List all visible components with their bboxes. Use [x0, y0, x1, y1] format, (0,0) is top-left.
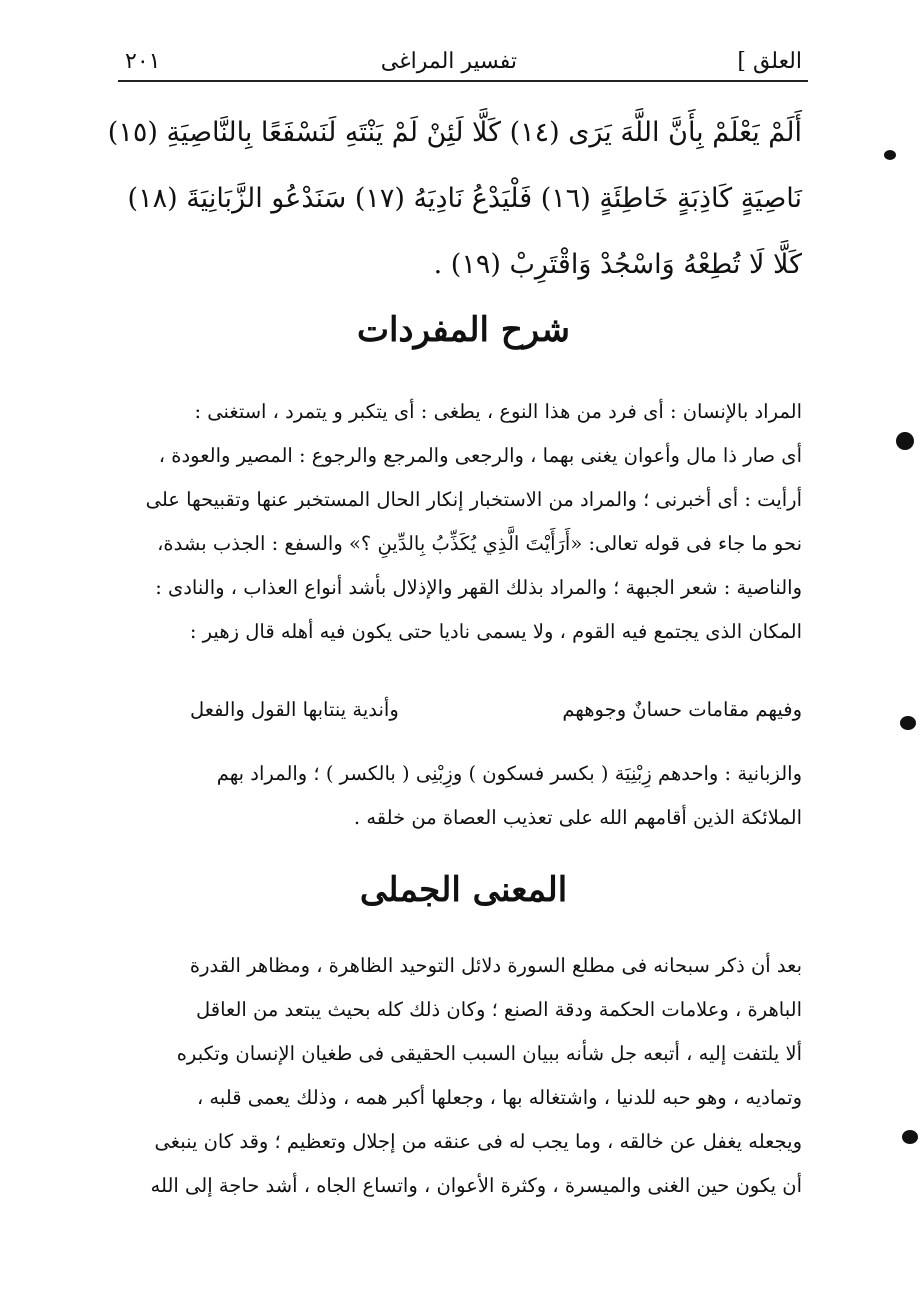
text-line: ألا يلتفت إليه ، أتبعه جل شأنه ببيان السبب الحقيقى فى طغيان الإنسان وتكبره — [176, 1042, 802, 1065]
poem-hemistich-second: وأندية ينتابها القول والفعل — [190, 698, 399, 721]
text-line: وتماديه ، وهو حبه للدنيا ، واشتغاله بها ، وجعلها أكبر همه ، وذلك يعمى قلبه ، — [196, 1086, 802, 1109]
text-line: والزبانية : واحدهم زِبْنِيَة ( بكسر فسكون ) وزِبْنِى ( بالكسر ) ؛ والمراد بهم — [216, 762, 802, 785]
poem-verse — [190, 698, 802, 721]
text-line: نحو ما جاء فى قوله تعالى: «أَرَأَيْتَ الَّذِي يُكَذِّبُ بِالدِّينِ ؟» والسفع : الجذب بشدة، — [157, 532, 802, 555]
page-number: ٢٠١ — [125, 49, 161, 74]
vocab-heading: شرح المفردات — [356, 310, 571, 350]
book-title: تفسير المراغى — [380, 49, 518, 74]
quran-verses — [107, 100, 802, 298]
verse-line: كَلَّا لَا تُطِعْهُ وَاسْجُدْ وَاقْتَرِبْ (١٩) . — [433, 249, 802, 280]
page-header — [125, 34, 802, 74]
vocab-section — [125, 390, 802, 654]
text-line: أن يكون حين الغنى والميسرة ، وكثرة الأعوان ، واتساع الجاه ، أشد حاجة إلى الله — [150, 1174, 802, 1197]
text-line: بعد أن ذكر سبحانه فى مطلع السورة دلائل التوحيد الظاهرة ، ومظاهر القدرة — [189, 954, 802, 977]
header-rule — [118, 80, 808, 82]
verse-line: أَلَمْ يَعْلَمْ بِأَنَّ اللَّهَ يَرَى (١٤) كَلَّا لَئِنْ لَمْ يَنْتَهِ لَنَسْفَعًا بِالنَّاصِيَةِ (١٥) — [107, 117, 802, 148]
text-line: الباهرة ، وعلامات الحكمة ودقة الصنع ؛ وكان ذلك كله بحيث يبتعد من العاقل — [196, 998, 802, 1021]
text-line: الملائكة الذين أقامهم الله على تعذيب العصاة من خلقه . — [353, 806, 802, 829]
surah-bracket: ] — [737, 49, 746, 74]
scan-blot — [896, 432, 914, 450]
poem-hemistich-first: وفيهم مقامات حسانٌ وجوههم — [562, 698, 802, 721]
text-line: أرأيت : أى أخبرنى ؛ والمراد من الاستخبار إنكار الحال المستخبر عنها وتقبيحها على — [145, 488, 802, 511]
verse-line: نَاصِيَةٍ كَاذِبَةٍ خَاطِئَةٍ (١٦) فَلْيَدْعُ نَادِيَهُ (١٧) سَنَدْعُو الزَّبَانِيَةَ (١٨) — [127, 183, 802, 214]
meaning-heading: المعنى الجملى — [359, 870, 568, 910]
meaning-section — [125, 944, 802, 1208]
surah-name-text: العلق — [752, 49, 802, 74]
scan-blot — [900, 716, 916, 730]
scan-blot — [902, 1130, 918, 1144]
text-line: المراد بالإنسان : أى فرد من هذا النوع ، يطغى : أى يتكبر و يتمرد ، استغنى : — [194, 400, 802, 423]
text-line: والناصية : شعر الجبهة ؛ والمراد بذلك القهر والإذلال بأشد أنواع العذاب ، والنادى : — [155, 576, 802, 599]
text-line: أى صار ذا مال وأعوان يغنى بهما ، والرجعى والمرجع والرجوع : المصير والعودة ، — [158, 444, 802, 467]
text-line: المكان الذى يجتمع فيه القوم ، ولا يسمى ناديا حتى يكون فيه أهله قال زهير : — [189, 620, 802, 643]
surah-name — [737, 49, 802, 74]
text-line: ويجعله يغفل عن خالقه ، وما يجب له فى عنقه من إجلال وتعظيم ؛ وقد كان ينبغى — [154, 1130, 802, 1153]
scan-blot — [884, 150, 896, 160]
vocab-section-continued — [125, 752, 802, 840]
